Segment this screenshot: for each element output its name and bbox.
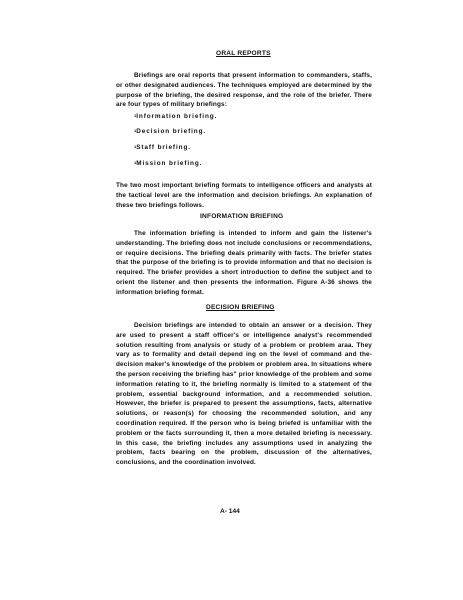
item-label: Decision briefing.: [136, 128, 207, 135]
decision-paragraph: [116, 321, 372, 468]
information-briefing-heading: INFORMATION BRIEFING: [200, 213, 284, 220]
page-number: A- 144: [220, 508, 240, 515]
intro-paragraph: [116, 71, 372, 110]
briefing-type-item: [134, 128, 206, 135]
item-marker: 1: [134, 128, 137, 133]
item-label: Information briefing.: [136, 113, 218, 120]
item-marker: 1: [134, 144, 137, 149]
item-marker: 1: [134, 160, 137, 165]
item-label: Staff briefing.: [136, 144, 191, 151]
briefing-type-item: [134, 113, 217, 120]
briefing-type-item: [134, 160, 202, 167]
decision-text: Decision briefings are intended to obtain an answer or a decision. They are used to present a staff officer's or intelligence analyst's recommended solution resulting from analysis or study of a problem or problem araa. They vary as to formality and detail depend ing on the level of command and the-decision maker's knowledge of the problem or problem area. In situations where the person receiving the briefing has" prior knowledge of the problem and some information relating to it, the briefing normally is limited to a statement of the problem, essential background information, and a recommended solution. However, the briefer is prepared to present the assumptions, facts, alternative solutions, or reason(s) for choosing the recommended solution, and any coordination required. If the person who is being briefed is unfamiliar with the problem or the facts surrounding it, then a more detailed briefing is necessary. In this case, the briefing includes any assumptions used in analyzing the problem, facts bearing on the problem, discussion of the alternatives, conclusions, and the coordination involved.: [116, 322, 372, 467]
page-title: ORAL REPORTS: [216, 50, 271, 57]
decision-briefing-heading: DECISION BRIEFING: [206, 304, 275, 311]
information-text: The information briefing is intended to inform and gain the listener's understanding. The briefing does not include conclusions or recommendations, or require decisions. The briefing deals primarily with facts. The briefer states that the purpose of the briefing is to provide information and that no decision is required. The briefer provides a short introduction to define the subject and to orient the listener and then presents the information. Figure A-36 shows the information briefing format.: [116, 230, 372, 296]
item-label: Mission briefing.: [136, 160, 203, 167]
intro-text: Briefings are oral reports that present information to commanders, staffs, or other designated audiences. The techniques employed are determined by the purpose of the briefing, the desired response, and the role of the briefer. There are four types of military briefings:: [116, 72, 372, 109]
summary-paragraph: The two most important briefing formats to intelligence officers and analysts at the tactical level are the information and decision briefings. An explanation of these two briefings follows.: [116, 182, 372, 209]
information-paragraph: [116, 229, 372, 298]
item-marker: 1: [134, 113, 137, 118]
briefing-type-item: [134, 144, 191, 151]
